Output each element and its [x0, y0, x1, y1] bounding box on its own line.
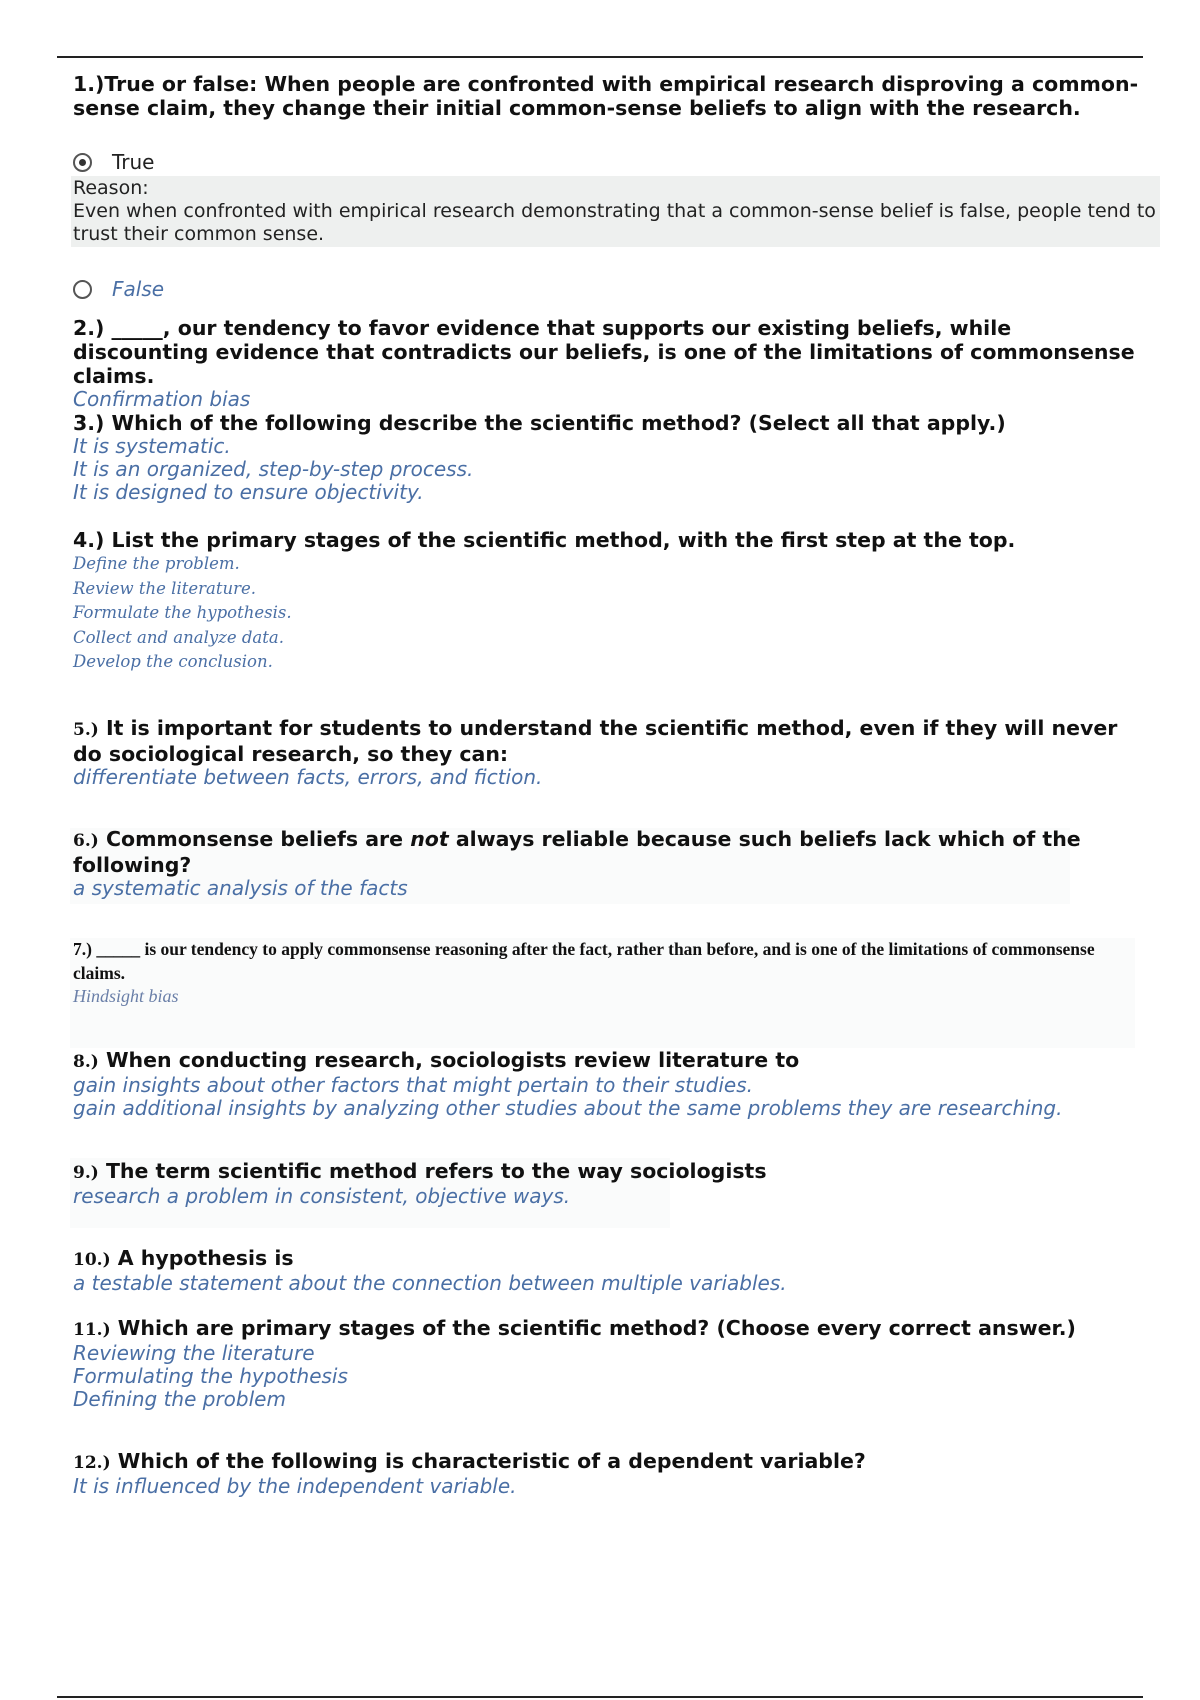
question-11 — [73, 1316, 1148, 1342]
question-10-text: A hypothesis is — [117, 1246, 294, 1270]
answer-4-5: Develop the conclusion. — [73, 652, 273, 671]
reason-box — [71, 176, 1160, 247]
question-8 — [73, 1048, 1148, 1074]
answer-4-3: Formulate the hypothesis. — [73, 603, 292, 622]
answer-11-1: Reviewing the literature — [73, 1341, 315, 1365]
question-5-number: 5.) — [73, 720, 99, 740]
question-7-block — [73, 937, 1148, 1008]
question-9-text: The term scientific method refers to the way sociologists — [105, 1159, 767, 1183]
question-4-block — [73, 528, 1148, 675]
question-12 — [73, 1449, 1148, 1475]
question-5 — [73, 716, 1148, 766]
question-10 — [73, 1246, 1148, 1272]
answer-3-3: It is designed to ensure objectivity. — [73, 480, 424, 504]
answer-11-3: Defining the problem — [73, 1387, 286, 1411]
question-9-block — [73, 1159, 1148, 1208]
option-false[interactable] — [73, 277, 164, 301]
question-3-block — [73, 411, 1148, 504]
question-6-emphasis: not — [410, 827, 449, 851]
question-8-block — [73, 1048, 1148, 1120]
answer-8-2: gain additional insights by analyzing other studies about the same problems they are researching. — [73, 1096, 1063, 1120]
question-5-block — [73, 716, 1148, 789]
answer-4-2: Review the literature. — [73, 578, 257, 598]
top-rule — [57, 56, 1143, 58]
question-9-number: 9.) — [73, 1163, 99, 1183]
answer-5: differentiate between facts, errors, and fiction. — [73, 765, 543, 789]
question-1: 1.)True or false: When people are confronted with empirical research disproving a common-sense claim, they change their initial common-sense beliefs to align with the research. — [73, 72, 1139, 120]
question-12-number: 12.) — [73, 1453, 111, 1473]
answer-2: Confirmation bias — [73, 387, 251, 411]
bottom-rule — [57, 1696, 1143, 1698]
answer-8-1: gain insights about other factors that might pertain to their studies. — [73, 1073, 753, 1097]
option-false-label: False — [112, 277, 165, 301]
question-11-text: Which are primary stages of the scientific method? (Choose every correct answer.) — [117, 1316, 1076, 1340]
question-12-text: Which of the following is characteristic of a dependent variable? — [117, 1449, 866, 1473]
question-6-text-pre: Commonsense beliefs are — [105, 827, 404, 851]
answer-10: a testable statement about the connection between multiple variables. — [73, 1271, 787, 1295]
question-11-number: 11.) — [73, 1320, 111, 1340]
question-3: 3.) Which of the following describe the scientific method? (Select all that apply.) — [73, 411, 1006, 435]
answer-3-2: It is an organized, step-by-step process. — [73, 457, 474, 481]
answer-7: Hindsight bias — [73, 986, 179, 1006]
answer-9: research a problem in consistent, objective ways. — [73, 1184, 571, 1208]
answer-4-4: Collect and analyze data. — [73, 627, 284, 647]
question-9 — [73, 1159, 1148, 1185]
reason-text: Even when confronted with empirical research demonstrating that a common-sense belief is false, people tend to trust their common sense. — [73, 200, 1156, 245]
question-8-text: When conducting research, sociologists review literature to — [105, 1048, 800, 1072]
question-10-block — [73, 1246, 1148, 1295]
answer-3-1: It is systematic. — [73, 434, 231, 458]
question-4: 4.) List the primary stages of the scientific method, with the first step at the top. — [73, 528, 1016, 552]
question-7: 7.) _____ is our tendency to apply commonsense reasoning after the fact, rather than before, and is one of the limitations of commonsense claims. — [73, 939, 1095, 983]
question-6 — [73, 827, 1148, 877]
question-6-number: 6.) — [73, 831, 99, 851]
question-5-text: It is important for students to understand the scientific method, even if they will never do sociological research, so they can: — [73, 716, 1118, 766]
question-6-block — [73, 827, 1148, 900]
option-true-label: True — [112, 150, 155, 174]
radio-unselected-icon[interactable] — [73, 280, 92, 299]
answer-6: a systematic analysis of the facts — [73, 876, 408, 900]
question-12-block — [73, 1449, 1148, 1498]
question-2: 2.) _____, our tendency to favor evidence that supports our existing beliefs, while discounting evidence that contradicts our beliefs, is one of the limitations of commonsense claims. — [73, 316, 1135, 388]
answer-12: It is influenced by the independent variable. — [73, 1474, 517, 1498]
question-11-block — [73, 1316, 1148, 1411]
option-true[interactable] — [73, 150, 154, 174]
question-6-text-post: always reliable because such beliefs lack which of the following? — [73, 827, 1081, 877]
answer-4-1: Define the problem. — [73, 554, 240, 573]
question-8-number: 8.) — [73, 1052, 99, 1072]
radio-selected-icon[interactable] — [73, 153, 92, 172]
question-2-block — [73, 316, 1148, 411]
reason-label: Reason: — [73, 177, 149, 199]
answer-11-2: Formulating the hypothesis — [73, 1364, 348, 1388]
question-10-number: 10.) — [73, 1250, 111, 1270]
